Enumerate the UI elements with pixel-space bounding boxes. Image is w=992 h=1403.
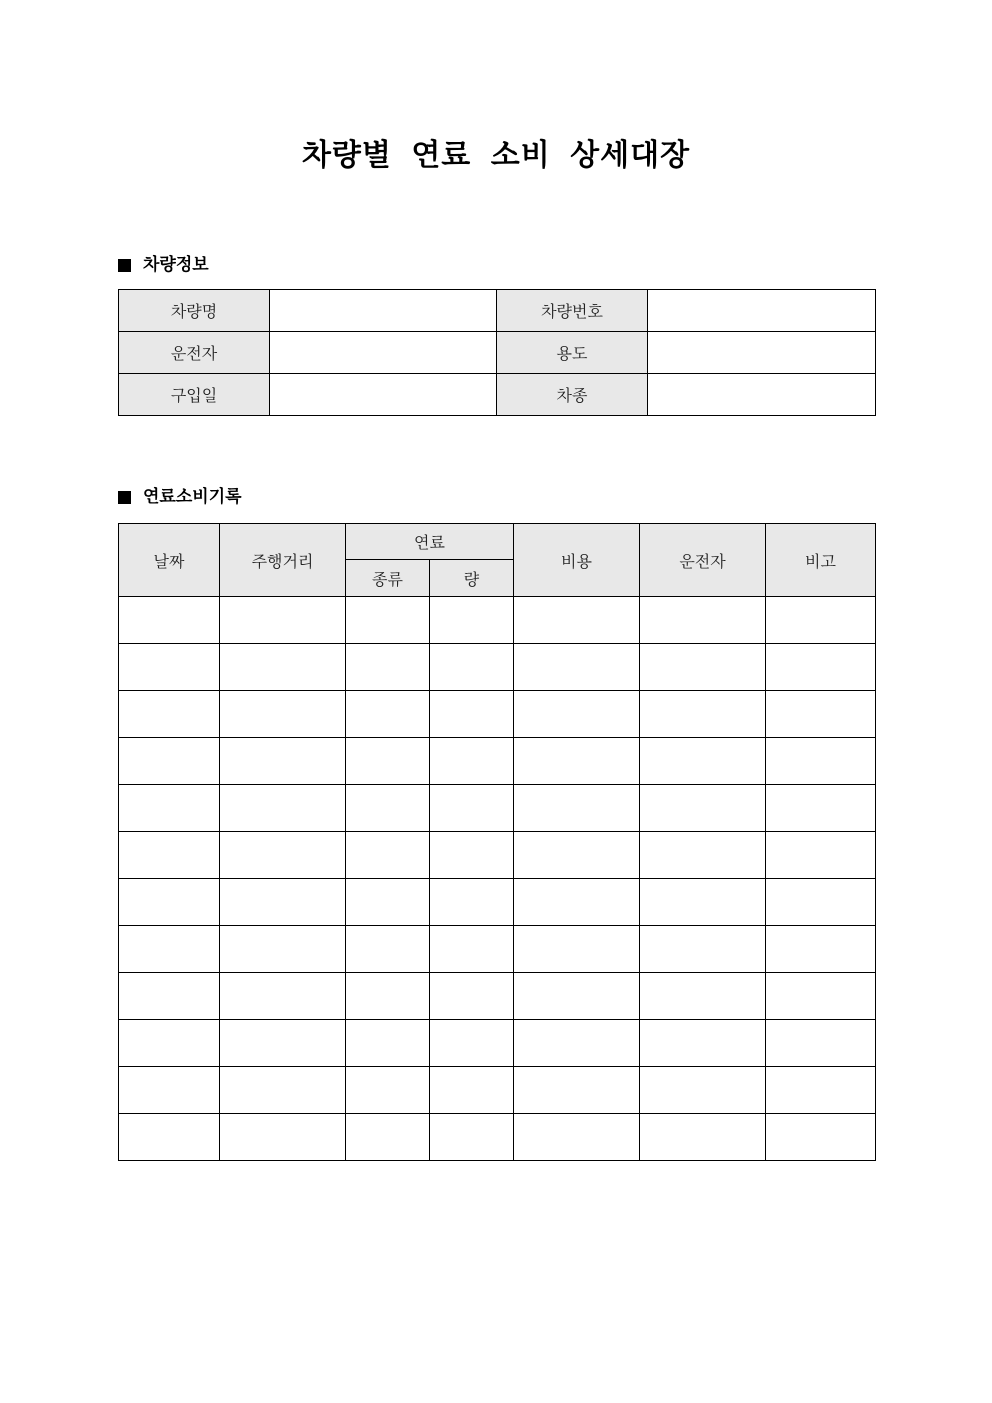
table-row	[119, 785, 876, 832]
fuel-amount-cell[interactable]	[430, 785, 514, 832]
purchase-date-label: 구입일	[119, 374, 270, 416]
fuel-amount-cell[interactable]	[430, 1067, 514, 1114]
fuel-type-cell[interactable]	[346, 879, 430, 926]
fuel-log-body	[119, 597, 876, 1161]
cost-cell[interactable]	[514, 785, 640, 832]
table-row	[119, 973, 876, 1020]
vehicle-type-field[interactable]	[648, 374, 876, 416]
date-cell[interactable]	[119, 1114, 220, 1161]
date-cell[interactable]	[119, 1020, 220, 1067]
vehicle-info-heading-label: 차량정보	[143, 255, 209, 275]
cost-cell[interactable]	[514, 1067, 640, 1114]
vehicle-info-table	[118, 289, 876, 416]
fuel-type-cell[interactable]	[346, 738, 430, 785]
fuel-type-cell[interactable]	[346, 1114, 430, 1161]
vehicle-name-field[interactable]	[270, 290, 497, 332]
fuel-amount-cell[interactable]	[430, 879, 514, 926]
vehicle-info-heading	[118, 254, 209, 276]
date-cell[interactable]	[119, 785, 220, 832]
distance-cell[interactable]	[220, 1067, 346, 1114]
date-cell[interactable]	[119, 644, 220, 691]
distance-cell[interactable]	[220, 738, 346, 785]
cost-cell[interactable]	[514, 644, 640, 691]
cost-cell[interactable]	[514, 691, 640, 738]
distance-cell[interactable]	[220, 832, 346, 879]
fuel-type-cell[interactable]	[346, 691, 430, 738]
table-row	[119, 691, 876, 738]
table-row	[119, 1114, 876, 1161]
fuel-amount-cell[interactable]	[430, 973, 514, 1020]
distance-cell[interactable]	[220, 691, 346, 738]
note-cell[interactable]	[766, 1020, 876, 1067]
fuel-amount-cell[interactable]	[430, 1020, 514, 1067]
driver-cell[interactable]	[640, 926, 766, 973]
page-title: 차량별 연료 소비 상세대장	[301, 138, 691, 173]
fuel-log-table	[118, 523, 876, 1161]
fuel-amount-cell[interactable]	[430, 926, 514, 973]
date-cell[interactable]	[119, 1067, 220, 1114]
square-bullet-icon	[118, 259, 131, 272]
fuel-amount-cell[interactable]	[430, 691, 514, 738]
note-cell[interactable]	[766, 597, 876, 644]
driver-cell[interactable]	[640, 1067, 766, 1114]
cost-header: 비용	[514, 524, 640, 597]
date-cell[interactable]	[119, 738, 220, 785]
fuel-type-cell[interactable]	[346, 973, 430, 1020]
note-cell[interactable]	[766, 644, 876, 691]
note-cell[interactable]	[766, 691, 876, 738]
distance-cell[interactable]	[220, 879, 346, 926]
fuel-log-heading	[118, 486, 242, 508]
cost-cell[interactable]	[514, 926, 640, 973]
table-row	[119, 597, 876, 644]
vehicle-name-label: 차량명	[119, 290, 270, 332]
vehicle-type-label: 차종	[497, 374, 648, 416]
cost-cell[interactable]	[514, 597, 640, 644]
table-row	[119, 926, 876, 973]
cost-cell[interactable]	[514, 1020, 640, 1067]
date-header: 날짜	[119, 524, 220, 597]
cost-cell[interactable]	[514, 738, 640, 785]
vehicle-info-row	[119, 332, 876, 374]
driver-label: 운전자	[119, 332, 270, 374]
fuel-type-header: 종류	[346, 560, 430, 597]
usage-label: 용도	[497, 332, 648, 374]
driver-cell[interactable]	[640, 832, 766, 879]
fuel-amount-header: 량	[430, 560, 514, 597]
distance-cell[interactable]	[220, 644, 346, 691]
distance-cell[interactable]	[220, 973, 346, 1020]
vehicle-number-field[interactable]	[648, 290, 876, 332]
date-cell[interactable]	[119, 973, 220, 1020]
driver-cell[interactable]	[640, 597, 766, 644]
usage-field[interactable]	[648, 332, 876, 374]
date-cell[interactable]	[119, 832, 220, 879]
table-row	[119, 738, 876, 785]
note-cell[interactable]	[766, 832, 876, 879]
fuel-header: 연료	[346, 524, 514, 560]
purchase-date-field[interactable]	[270, 374, 497, 416]
distance-cell[interactable]	[220, 1020, 346, 1067]
distance-header: 주행거리	[220, 524, 346, 597]
fuel-log-heading-label: 연료소비기록	[143, 487, 242, 507]
fuel-amount-cell[interactable]	[430, 832, 514, 879]
date-cell[interactable]	[119, 597, 220, 644]
driver-cell[interactable]	[640, 644, 766, 691]
vehicle-info-row	[119, 290, 876, 332]
note-cell[interactable]	[766, 879, 876, 926]
fuel-type-cell[interactable]	[346, 832, 430, 879]
fuel-type-cell[interactable]	[346, 1020, 430, 1067]
cost-cell[interactable]	[514, 832, 640, 879]
driver-cell[interactable]	[640, 691, 766, 738]
table-row	[119, 644, 876, 691]
square-bullet-icon	[118, 491, 131, 504]
table-row	[119, 1067, 876, 1114]
date-cell[interactable]	[119, 926, 220, 973]
note-cell[interactable]	[766, 973, 876, 1020]
driver-cell[interactable]	[640, 1114, 766, 1161]
fuel-type-cell[interactable]	[346, 1067, 430, 1114]
cost-cell[interactable]	[514, 1114, 640, 1161]
note-cell[interactable]	[766, 738, 876, 785]
fuel-type-cell[interactable]	[346, 926, 430, 973]
driver-cell[interactable]	[640, 785, 766, 832]
fuel-amount-cell[interactable]	[430, 1114, 514, 1161]
fuel-amount-cell[interactable]	[430, 738, 514, 785]
driver-cell[interactable]	[640, 973, 766, 1020]
note-cell[interactable]	[766, 1067, 876, 1114]
distance-cell[interactable]	[220, 597, 346, 644]
table-row	[119, 832, 876, 879]
driver-cell[interactable]	[640, 738, 766, 785]
fuel-log-header-row	[119, 524, 876, 560]
note-cell[interactable]	[766, 785, 876, 832]
driver-cell[interactable]	[640, 879, 766, 926]
driver-cell[interactable]	[640, 1020, 766, 1067]
fuel-type-cell[interactable]	[346, 597, 430, 644]
note-header: 비고	[766, 524, 876, 597]
fuel-amount-cell[interactable]	[430, 644, 514, 691]
cost-cell[interactable]	[514, 973, 640, 1020]
table-row	[119, 879, 876, 926]
driver-field[interactable]	[270, 332, 497, 374]
fuel-type-cell[interactable]	[346, 785, 430, 832]
vehicle-number-label: 차량번호	[497, 290, 648, 332]
table-row	[119, 1020, 876, 1067]
distance-cell[interactable]	[220, 785, 346, 832]
note-cell[interactable]	[766, 926, 876, 973]
fuel-amount-cell[interactable]	[430, 597, 514, 644]
note-cell[interactable]	[766, 1114, 876, 1161]
date-cell[interactable]	[119, 879, 220, 926]
distance-cell[interactable]	[220, 926, 346, 973]
distance-cell[interactable]	[220, 1114, 346, 1161]
cost-cell[interactable]	[514, 879, 640, 926]
date-cell[interactable]	[119, 691, 220, 738]
vehicle-info-row	[119, 374, 876, 416]
fuel-type-cell[interactable]	[346, 644, 430, 691]
driver-header: 운전자	[640, 524, 766, 597]
